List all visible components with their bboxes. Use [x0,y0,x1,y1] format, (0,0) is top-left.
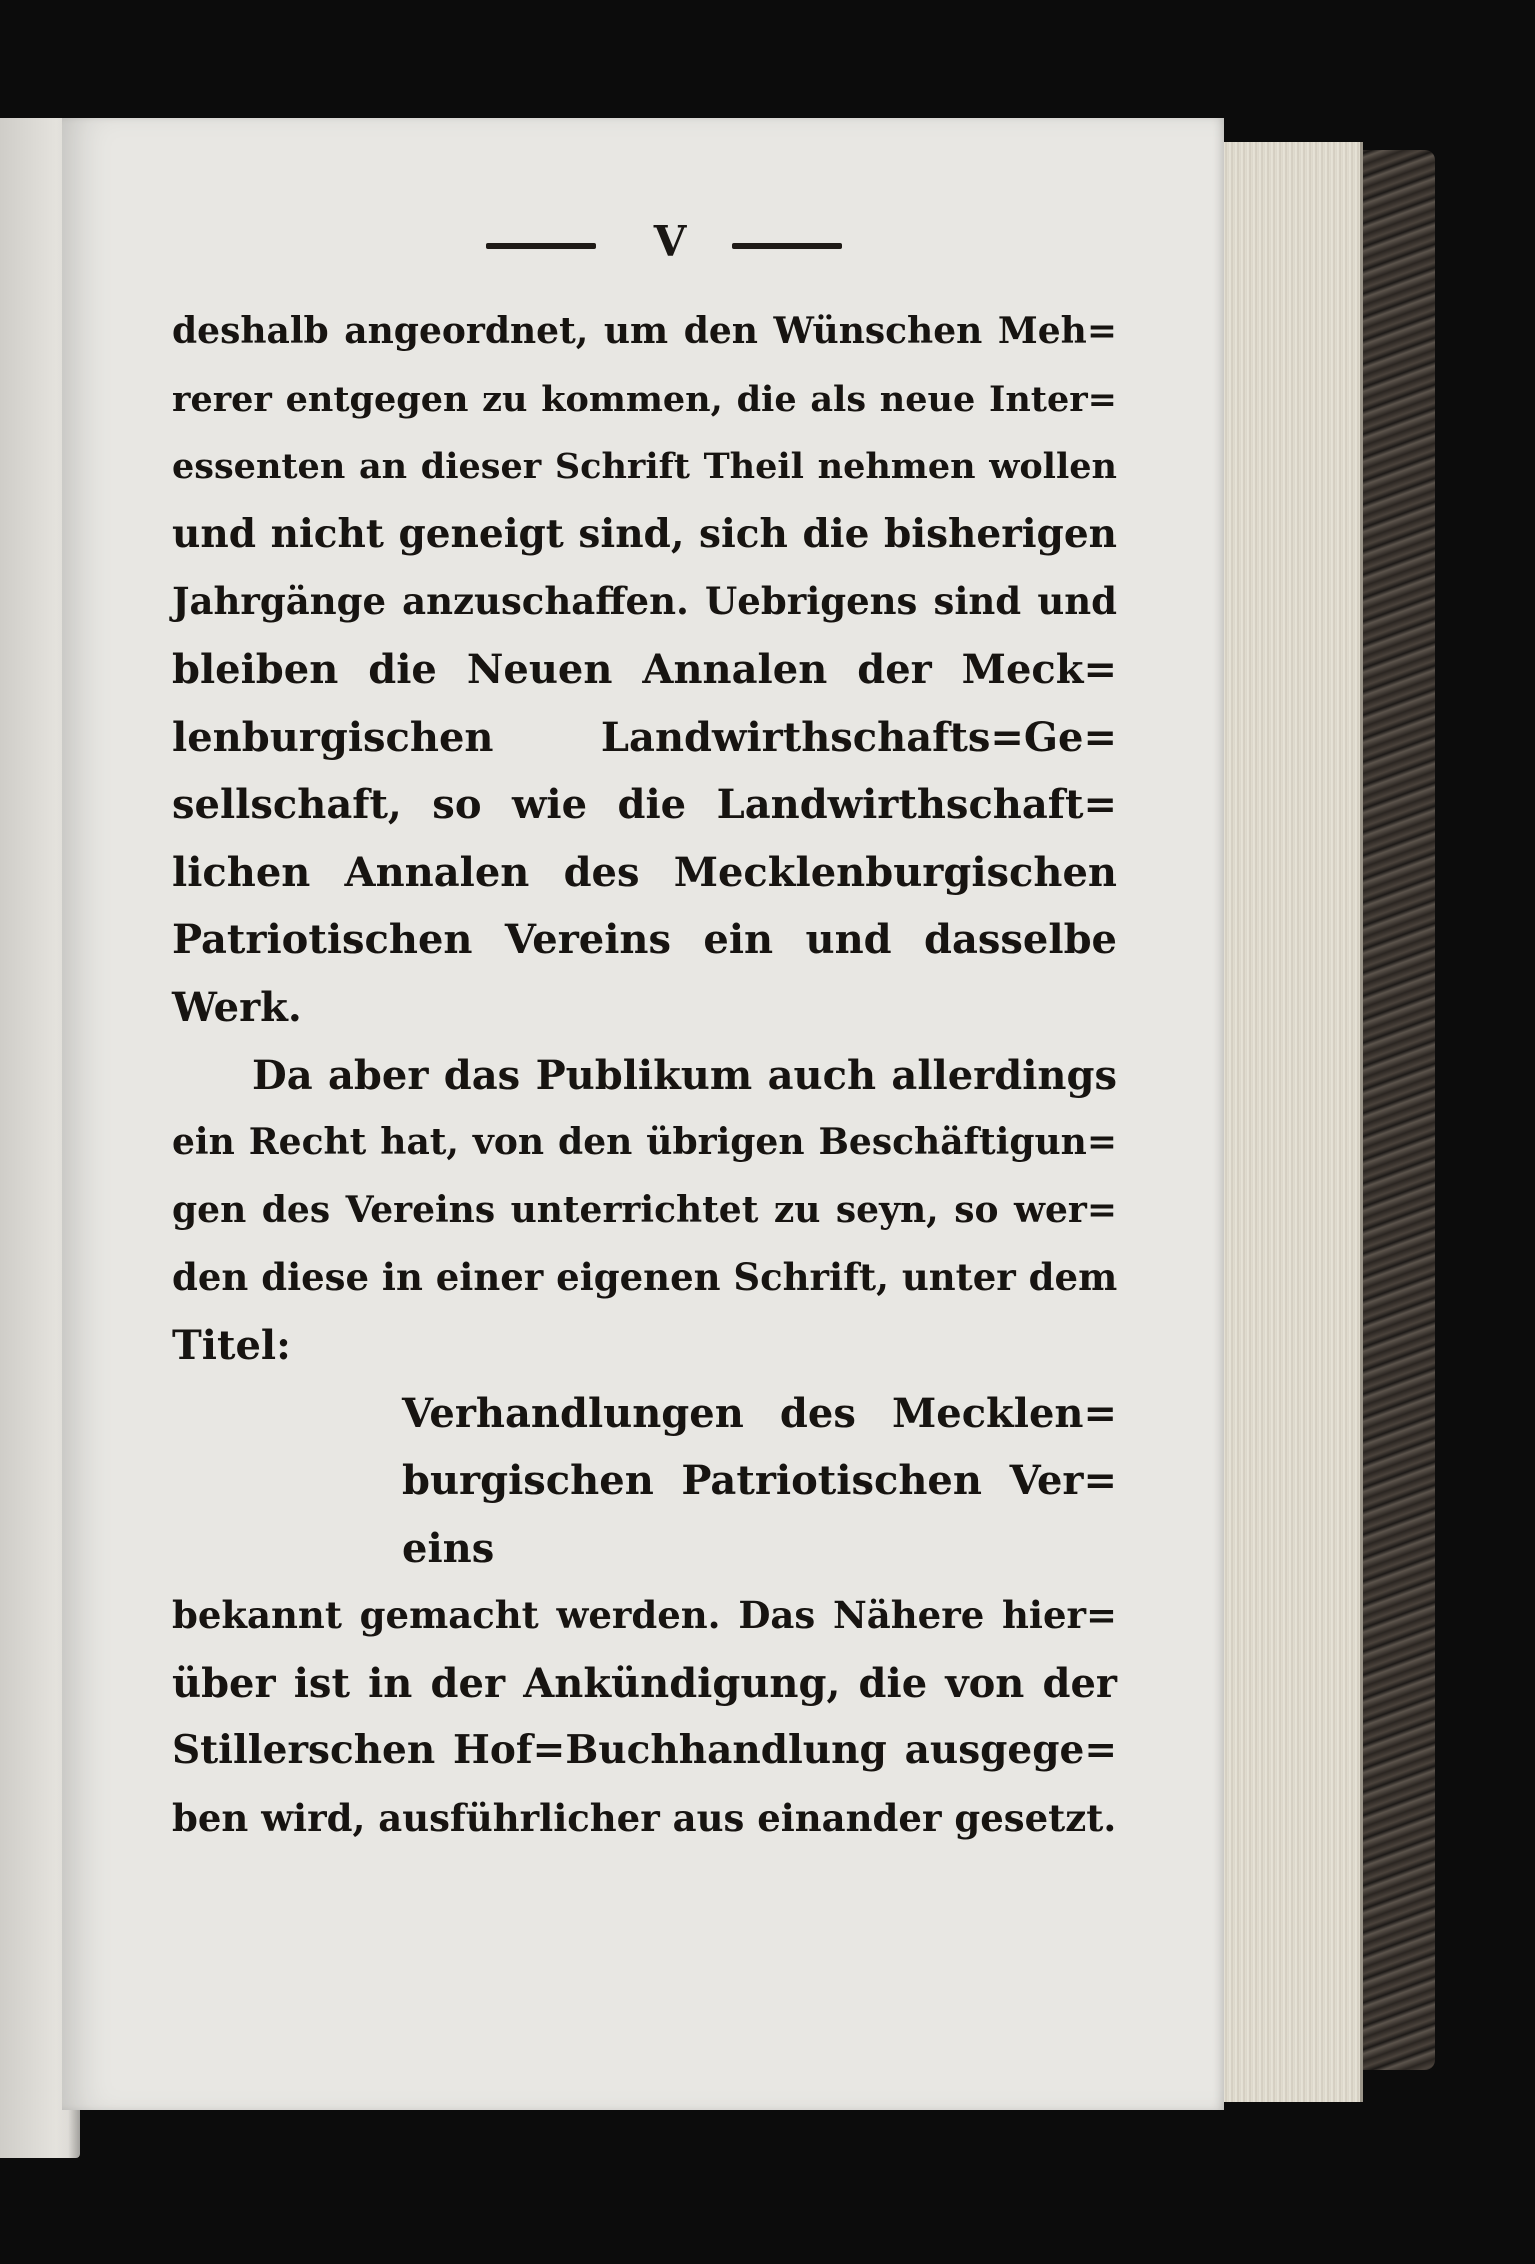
text-line: sellschaft, so wie die Landwirthschaft= [172,781,1117,829]
text-line: Patriotischen Vereins ein und dasselbe [172,916,1117,964]
text-line: Titel: [172,1321,291,1369]
text-line: Da aber das Publikum auch allerdings [252,1051,1117,1099]
text-line: gen des Vereins unterrichtet zu seyn, so wer= [172,1188,1117,1231]
header-dash-left [486,243,596,249]
text-line: und nicht geneigt sind, sich die bisherigen [172,510,1117,557]
body-text [172,298,1117,1853]
page-number: V [653,217,687,266]
text-line: ben wird, ausführlicher aus einander gesetzt. [172,1796,1117,1841]
text-line: Stillerschen Hof=Buchhandlung ausgege= [172,1727,1117,1774]
text-line: Werk. [172,983,302,1031]
text-line: lenburgischen Landwirthschafts=Ge= [172,713,1117,761]
block-title-line: burgischen Patriotischen Ver= [402,1457,1117,1505]
text-line: bekannt gemacht werden. Das Nähere hier= [172,1593,1117,1638]
text-line: den diese in einer eigenen Schrift, unter dem [172,1255,1118,1300]
page-header [62,217,1224,266]
text-line: bleiben die Neuen Annalen der Meck= [172,645,1117,693]
page-block-edge [1222,142,1363,2102]
text-line: essenten an dieser Schrift Theil nehmen wollen [172,446,1117,488]
text-line: rerer entgegen zu kommen, die als neue Inter= [172,378,1117,420]
header-dash-right [732,243,842,249]
text-line: lichen Annalen des Mecklenburgischen [172,848,1117,896]
block-title-line: Verhandlungen des Mecklen= [402,1389,1117,1437]
text-line: über ist in der Ankündigung, die von der [172,1659,1117,1707]
text-line: ein Recht hat, von den übrigen Beschäftigun= [172,1121,1117,1164]
text-line: deshalb angeordnet, um den Wünschen Meh= [172,310,1117,352]
block-title-line: eins [402,1524,495,1572]
text-line: Jahrgänge anzuschaffen. Uebrigens sind und [172,579,1117,624]
book-page [62,118,1224,2110]
